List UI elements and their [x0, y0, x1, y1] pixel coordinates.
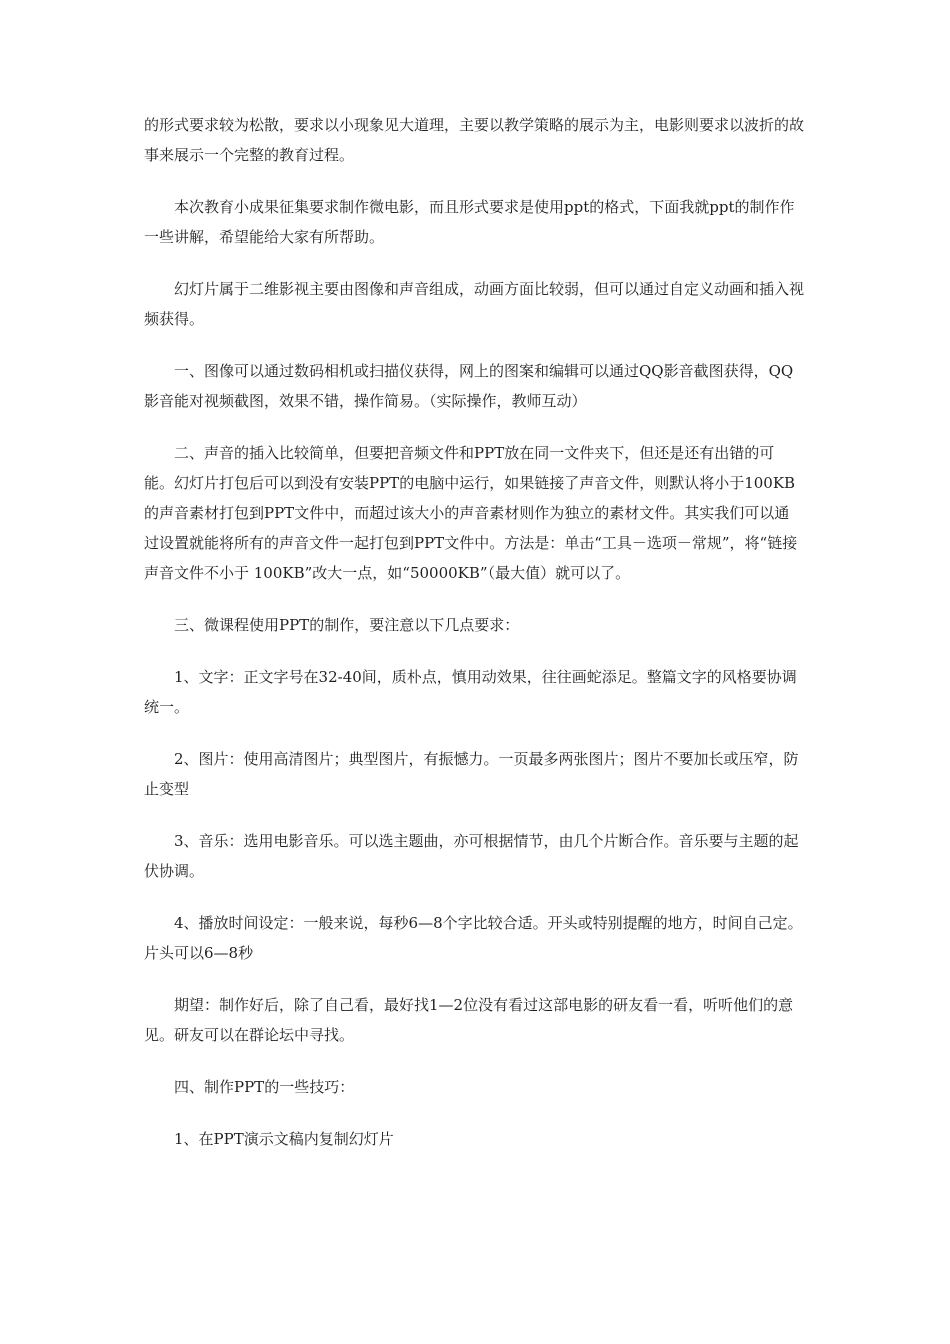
paragraph-slides-overview: 幻灯片属于二维影视主要由图像和声音组成，动画方面比较弱，但可以通过自定义动画和插入视频获得。 [144, 280, 805, 328]
paragraph-expectation: 期望：制作好后，除了自己看，最好找1—2位没有看过这部电影的研友看一看，听听他们的意见。研友可以在群论坛中寻找。 [144, 996, 794, 1044]
paragraph-item-text: 1、文字：正文字号在32-40间，质朴点，慎用动效果，往往画蛇添足。整篇文字的风格要协调统一。 [144, 668, 797, 716]
paragraph-continuation: 的形式要求较为松散，要求以小现象见大道理，主要以教学策略的展示为主，电影则要求以波折的故事来展示一个完整的教育过程。 [144, 116, 805, 164]
paragraph-intro: 本次教育小成果征集要求制作微电影，而且形式要求是使用ppt的格式，下面我就ppt的制作作一些讲解，希望能给大家有所帮助。 [144, 198, 795, 246]
paragraph-section-2-sound: 二、声音的插入比较简单，但要把音频文件和PPT放在同一文件夹下，但还是还有出错的可能。幻灯片打包后可以到没有安装PPT的电脑中运行，如果链接了声音文件，则默认将小于100KB的声音素材打包到PPT文件中，而超过该大小的声音素材则作为独立的素材文件。其实我们可以通过设置就能将所有的声音文件一起打包到PPT文件中。方法是：单击“工具－选项－常规”，将“链接声音文件不小于 100KB”改大一点，如“50000KB”（最大值）就可以了。 [144, 444, 798, 582]
paragraph-item-timing: 4、播放时间设定：一般来说，每秒6—8个字比较合适。开头或特别提醒的地方，时间自己定。片头可以6—8秒 [144, 914, 803, 962]
paragraph-tip-1: 1、在PPT演示文稿内复制幻灯片 [174, 1130, 394, 1148]
paragraph-section-1-images: 一、图像可以通过数码相机或扫描仪获得，网上的图案和编辑可以通过QQ影音截图获得，QQ影音能对视频截图，效果不错，操作简易。（实际操作，教师互动） [144, 362, 794, 410]
paragraph-section-3-heading: 三、微课程使用PPT的制作，要注意以下几点要求： [174, 616, 520, 634]
document-body [144, 110, 804, 1176]
paragraph-item-music: 3、音乐：选用电影音乐。可以选主题曲，亦可根据情节，由几个片断合作。音乐要与主题的起伏协调。 [144, 832, 799, 880]
paragraph-item-pictures: 2、图片：使用高清图片；典型图片，有振憾力。一页最多两张图片；图片不要加长或压窄，防止变型 [144, 750, 799, 798]
paragraph-section-4-heading: 四、制作PPT的一些技巧： [174, 1078, 355, 1096]
